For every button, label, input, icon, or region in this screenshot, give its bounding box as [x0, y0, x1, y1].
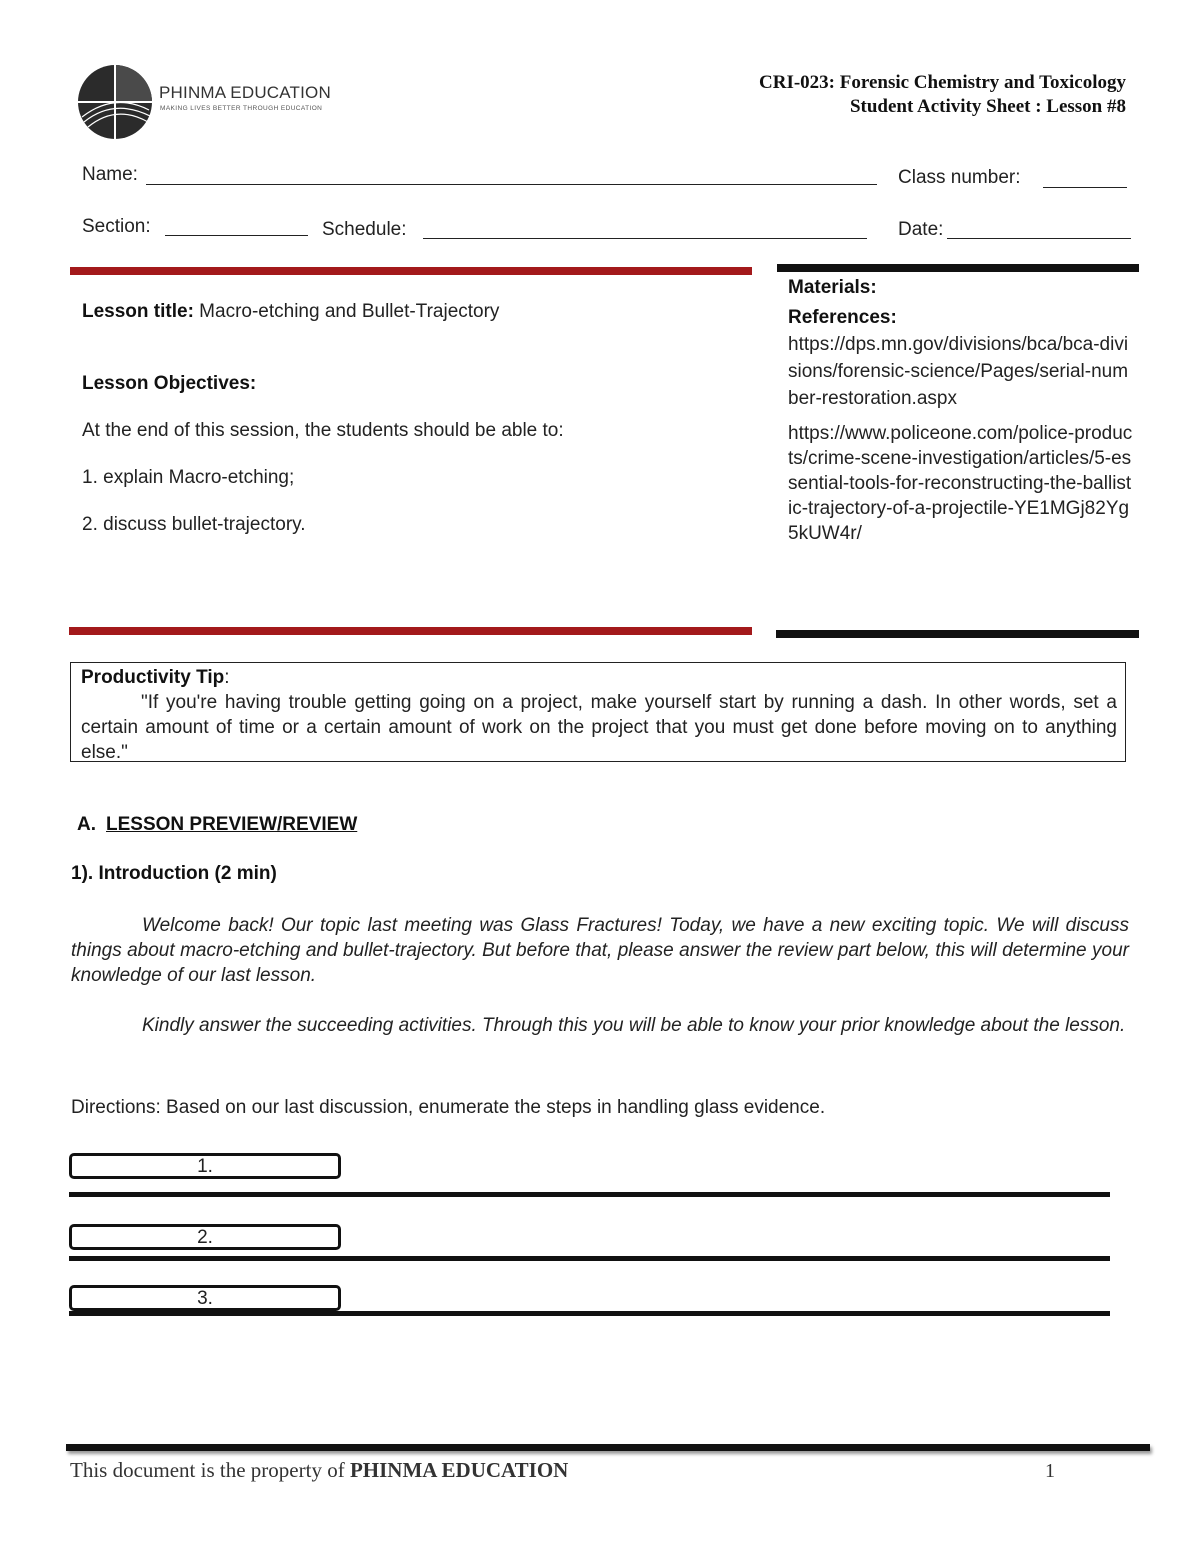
tip-label: Productivity Tip	[81, 667, 225, 688]
answer-line[interactable]	[69, 1192, 1110, 1197]
objectives-intro: At the end of this session, the students should be able to:	[82, 420, 564, 441]
logo-wordmark: PHINMA EDUCATION	[159, 83, 331, 102]
class-number-label: Class number:	[898, 167, 1021, 188]
lesson-title-value: Macro-etching and Bullet-Trajectory	[193, 301, 500, 322]
date-label: Date:	[898, 219, 944, 240]
course-title: CRI-023: Forensic Chemistry and Toxicology	[759, 72, 1126, 93]
bottom-red-rule	[69, 627, 752, 635]
tip-quote: "If you're having trouble getting going on a project, make yourself start by running a dash. In other words, set a certain amount of time or a certain amount of work on the project that you must get done before moving on to anything else."	[81, 692, 1117, 763]
introduction-heading: 1). Introduction (2 min)	[71, 863, 277, 884]
tip-colon: :	[224, 667, 230, 688]
lesson-panel	[82, 301, 742, 536]
logo-tagline: MAKING LIVES BETTER THROUGH EDUCATION	[160, 105, 323, 112]
item-number-box: 3.	[69, 1285, 341, 1311]
section-title: LESSON PREVIEW/REVIEW	[106, 814, 358, 835]
objective-item: 1. explain Macro-etching;	[82, 467, 295, 488]
schedule-field[interactable]	[423, 238, 867, 239]
objectives-heading: Lesson Objectives:	[82, 373, 257, 394]
item-number-box: 2.	[69, 1224, 341, 1250]
class-number-field[interactable]	[1043, 187, 1127, 188]
section-letter: A.	[77, 814, 96, 835]
lesson-title-line	[82, 301, 742, 323]
section-a-heading	[77, 814, 357, 836]
tip-heading	[81, 665, 1117, 690]
lesson-title-label: Lesson title:	[82, 301, 194, 322]
directions-text: Directions: Based on our last discussion, enumerate the steps in handling glass evidence.	[71, 1097, 826, 1118]
name-field[interactable]	[146, 184, 877, 185]
answer-line[interactable]	[69, 1256, 1110, 1261]
bottom-black-rule	[776, 630, 1139, 638]
footer-prefix: This document is the property of	[70, 1458, 350, 1482]
date-field[interactable]	[947, 238, 1131, 239]
section-label: Section:	[82, 216, 151, 237]
objective-item: 2. discuss bullet-trajectory.	[82, 514, 306, 535]
productivity-tip-box	[70, 662, 1126, 762]
footer-rule	[66, 1444, 1150, 1451]
top-black-rule	[777, 264, 1139, 272]
answer-line[interactable]	[69, 1311, 1110, 1316]
reference-link[interactable]: https://dps.mn.gov/divisions/bca/bca-divisions/forensic-science/Pages/serial-number-restoration.aspx	[788, 334, 1129, 409]
references-heading: References:	[788, 307, 897, 328]
item-number-box: 1.	[69, 1153, 341, 1179]
name-label: Name:	[82, 164, 138, 185]
footer-owner: PHINMA EDUCATION	[349, 1458, 569, 1482]
reference-link[interactable]: https://www.policeone.com/police-products/crime-scene-investigation/articles/5-essential-tools-for-reconstructing-the-ballistic-trajectory-of-a-projectile-YE1MGj82Yg5kUW4r/	[788, 423, 1133, 544]
top-red-rule	[70, 267, 752, 275]
footer-text	[70, 1458, 568, 1483]
materials-panel	[788, 274, 1133, 546]
course-header	[759, 71, 1126, 119]
page-number: 1	[1045, 1460, 1055, 1482]
section-field[interactable]	[165, 235, 308, 236]
intro-paragraph: Welcome back! Our topic last meeting was Glass Fractures! Today, we have a new exciting topic. We will discuss things about macro-etching and bullet-trajectory. But before that, please answer the review part below, this will determine your knowledge of our last lesson.	[71, 915, 1129, 986]
sheet-title: Student Activity Sheet : Lesson #8	[849, 96, 1126, 117]
materials-heading: Materials:	[788, 277, 877, 298]
instruction-paragraph: Kindly answer the succeeding activities. Through this you will be able to know your prior knowledge about the lesson.	[142, 1015, 1126, 1036]
schedule-label: Schedule:	[322, 219, 407, 240]
